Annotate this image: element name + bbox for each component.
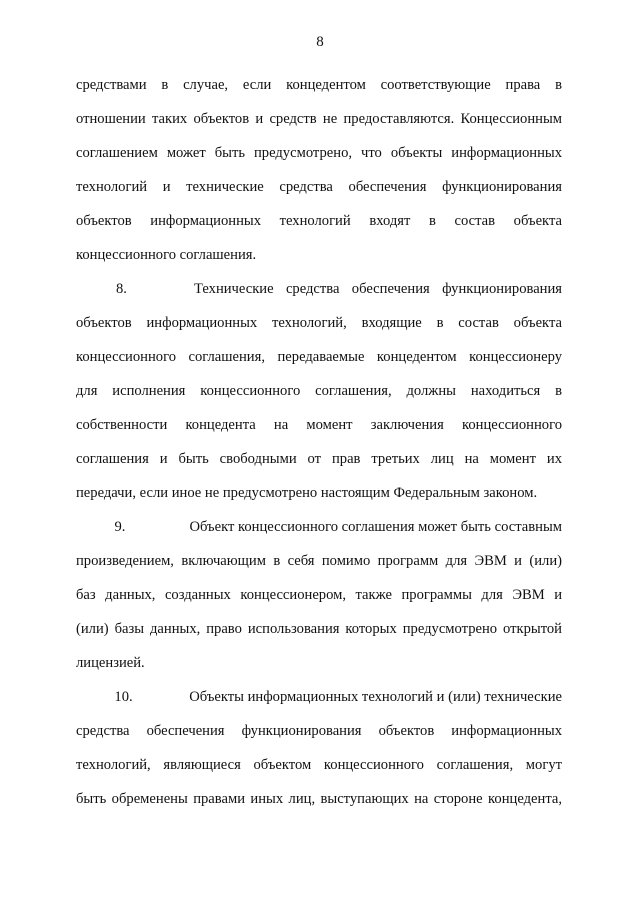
text-line-first: [76, 680, 562, 714]
text-line: (или) базы данных, право использования которых предусмотрено открытой: [76, 621, 562, 637]
text-line: средства обеспечения функционирования объектов информационных: [76, 723, 562, 739]
text-line: Объект концессионного соглашения может быть составным: [189, 519, 562, 535]
text-line: передачи, если иное не предусмотрено настоящим Федеральным законом.: [76, 485, 538, 501]
text-line: технологий и технические средства обеспечения функционирования: [76, 179, 562, 195]
text-line: Технические средства обеспечения функционирования: [194, 281, 562, 297]
text-line: соглашения и быть свободными от прав третьих лиц на момент их: [76, 451, 562, 467]
paragraph-number: 10.: [114, 689, 133, 705]
text-line: отношении таких объектов и средств не предоставляются. Концессионным: [76, 111, 562, 127]
paragraph-continuation: [76, 68, 562, 272]
text-line: объектов информационных технологий входят в состав объекта: [76, 213, 562, 229]
text-line: концессионного соглашения.: [76, 247, 257, 263]
text-line: собственности концедента на момент заключения концессионного: [76, 417, 562, 433]
text-line: лицензией.: [76, 655, 145, 671]
paragraph-number: 8.: [116, 281, 127, 297]
text-line-first: [76, 510, 562, 544]
text-line: технологий, являющиеся объектом концессионного соглашения, могут: [76, 757, 562, 773]
text-line: концессионного соглашения, передаваемые концедентом концессионеру: [76, 349, 562, 365]
text-line: средствами в случае, если концедентом соответствующие права в: [76, 77, 562, 93]
text-line: произведением, включающим в себя помимо программ для ЭВМ и (или): [76, 553, 562, 569]
text-line: соглашением может быть предусмотрено, что объекты информационных: [76, 145, 562, 161]
paragraph-8: [76, 272, 562, 510]
text-line: для исполнения концессионного соглашения, должны находиться в: [76, 383, 562, 399]
paragraph-10: [76, 680, 562, 816]
paragraph-9: [76, 510, 562, 680]
text-line: быть обременены правами иных лиц, выступающих на стороне концедента,: [76, 791, 562, 807]
page-number: 8: [316, 34, 324, 50]
text-line-first: [76, 272, 562, 306]
text-line: баз данных, созданных концессионером, также программы для ЭВМ и: [76, 587, 562, 603]
document-body: [76, 68, 562, 816]
text-line: объектов информационных технологий, входящие в состав объекта: [76, 315, 562, 331]
text-line: Объекты информационных технологий и (или) технические: [189, 689, 562, 705]
paragraph-number: 9.: [114, 519, 126, 535]
